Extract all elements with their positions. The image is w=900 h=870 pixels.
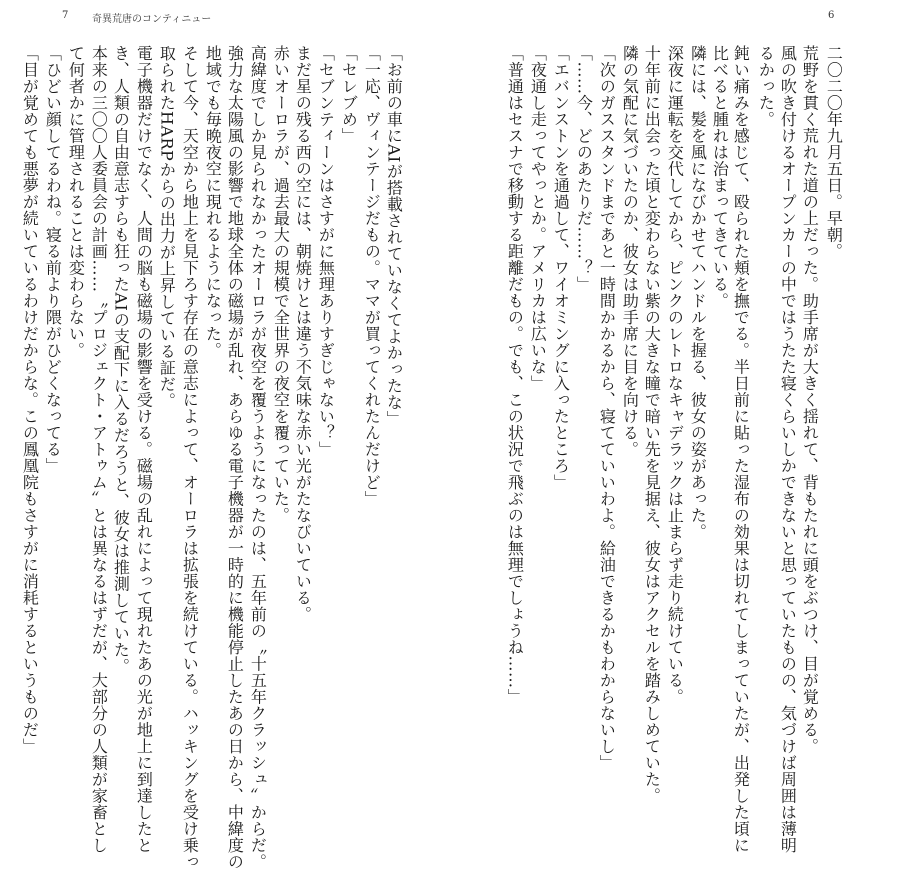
text-column: 隣には、髪を風になびかせてハンドルを握る、彼女の姿があった。	[688, 45, 708, 540]
text-column: 十年前に出会った頃と変わらない紫の大きな瞳で暗い先を見据え、彼女はアクセルを踏みしめていた。	[642, 45, 662, 804]
text-column: 風の吹き付けるオープンカーの中ではうたた寝くらいしかできないと思っていたものの、気づけば周囲は薄明	[778, 45, 798, 854]
running-title: 奇異荒唐のコンティニュー	[92, 14, 212, 25]
text-column: 「ひどい顔してるわね。寝る前より隈がひどくなってる」	[43, 45, 63, 474]
text-column: 「セブンティーンはさすがに無理ありすぎじゃない？」	[316, 45, 336, 458]
text-column: て何者かに管理されることは変わらない。	[66, 45, 86, 359]
text-column: るかった。	[756, 45, 776, 128]
text-column: まだ星の残る西の空には、朝焼けとは違う不気味な赤い光がたなびいている。	[293, 45, 313, 623]
text-column: 取られたHARPからの出力が上昇している証だ。	[157, 45, 177, 409]
text-column: 荒野を貫く荒れた道の上だった。助手席が大きく揺れて、背もたれに頭をぶつけ、目が覚める。	[800, 45, 820, 755]
text-column: 「セレブめ」	[339, 45, 359, 144]
text-column: 鈍い痛みを感じて、殴られた頬を撫でる。半日前に貼った湿布の効果は切れてしまっていたが、出発した頃に	[731, 45, 751, 854]
text-column: 「エバンストンを通過して、ワイオミングに入ったところ」	[551, 45, 571, 491]
text-column: 「一応、ヴィンテージだもの。ママが買ってくれたんだけど」	[362, 45, 382, 507]
text-column: 「夜通し走ってやっとか。アメリカは広いな」	[528, 45, 548, 392]
left-page-number: 7	[62, 10, 69, 21]
text-column: き、人類の自由意志すらも狂ったAIの支配下に入るだろうと、彼女は推測していた。	[111, 45, 131, 675]
right-page-number: 6	[828, 10, 835, 21]
text-column: 「……今、どのあたりだ……？」	[574, 45, 594, 293]
text-column: 比べると腫れは治まってきている。	[710, 45, 730, 309]
text-column: 「次のガススタンドまであと一時間かかるから、寝てていいわよ。給油できるかもわからないし」	[597, 45, 617, 771]
text-column: 高緯度でしか見られなかったオーロラが夜空を覆うようになったのは、五年前の〝十五年クラッシュ〟からだ。	[248, 45, 268, 870]
text-column: 「普通はセスナで移動する距離だもの。でも、この状況で飛ぶのは無理でしょうね……」	[505, 45, 525, 705]
text-column: 地域でも毎晩夜空に現れるようになった。	[203, 45, 223, 359]
text-column: 深夜に運転を交代してから、ピンクのレトロなキャデラックは止まらず走り続けている。	[665, 45, 685, 705]
text-column: そして今、天空から地上を見下ろす存在の意志によって、オーロラは拡張を続けている。ハッキングを受け乗っ	[180, 45, 200, 870]
text-column: 電子機器だけでなく、人間の脳も磁場の影響を受ける。磁場の乱れによって現れたあの光が地上に到達したと	[134, 45, 154, 854]
text-column: 「お前の車にAIが搭載されていなくてよかったな」	[384, 45, 404, 427]
text-column: 二〇二〇年九月五日。早朝。	[824, 45, 844, 260]
text-column: 赤いオーロラが、過去最大の規模で全世界の夜空を覆っていた。	[271, 45, 291, 524]
text-column: 強力な太陽風の影響で地球全体の磁場が乱れ、あらゆる電子機器が一時的に機能停止したあの日から、中緯度の	[225, 45, 245, 870]
text-column: 「目が覚めても悪夢が続いているわけだからな。この鳳凰院もさすがに消耗するというものだ」	[20, 45, 40, 755]
text-column: 本来の三〇〇人委員会の計画……〝プロジェクト・アトゥム〟とは異なるはずだが、大部分の人類が家畜とし	[89, 45, 109, 854]
text-column: 隣の気配に気づいたのか、彼女は助手席に目を向ける。	[620, 45, 640, 458]
